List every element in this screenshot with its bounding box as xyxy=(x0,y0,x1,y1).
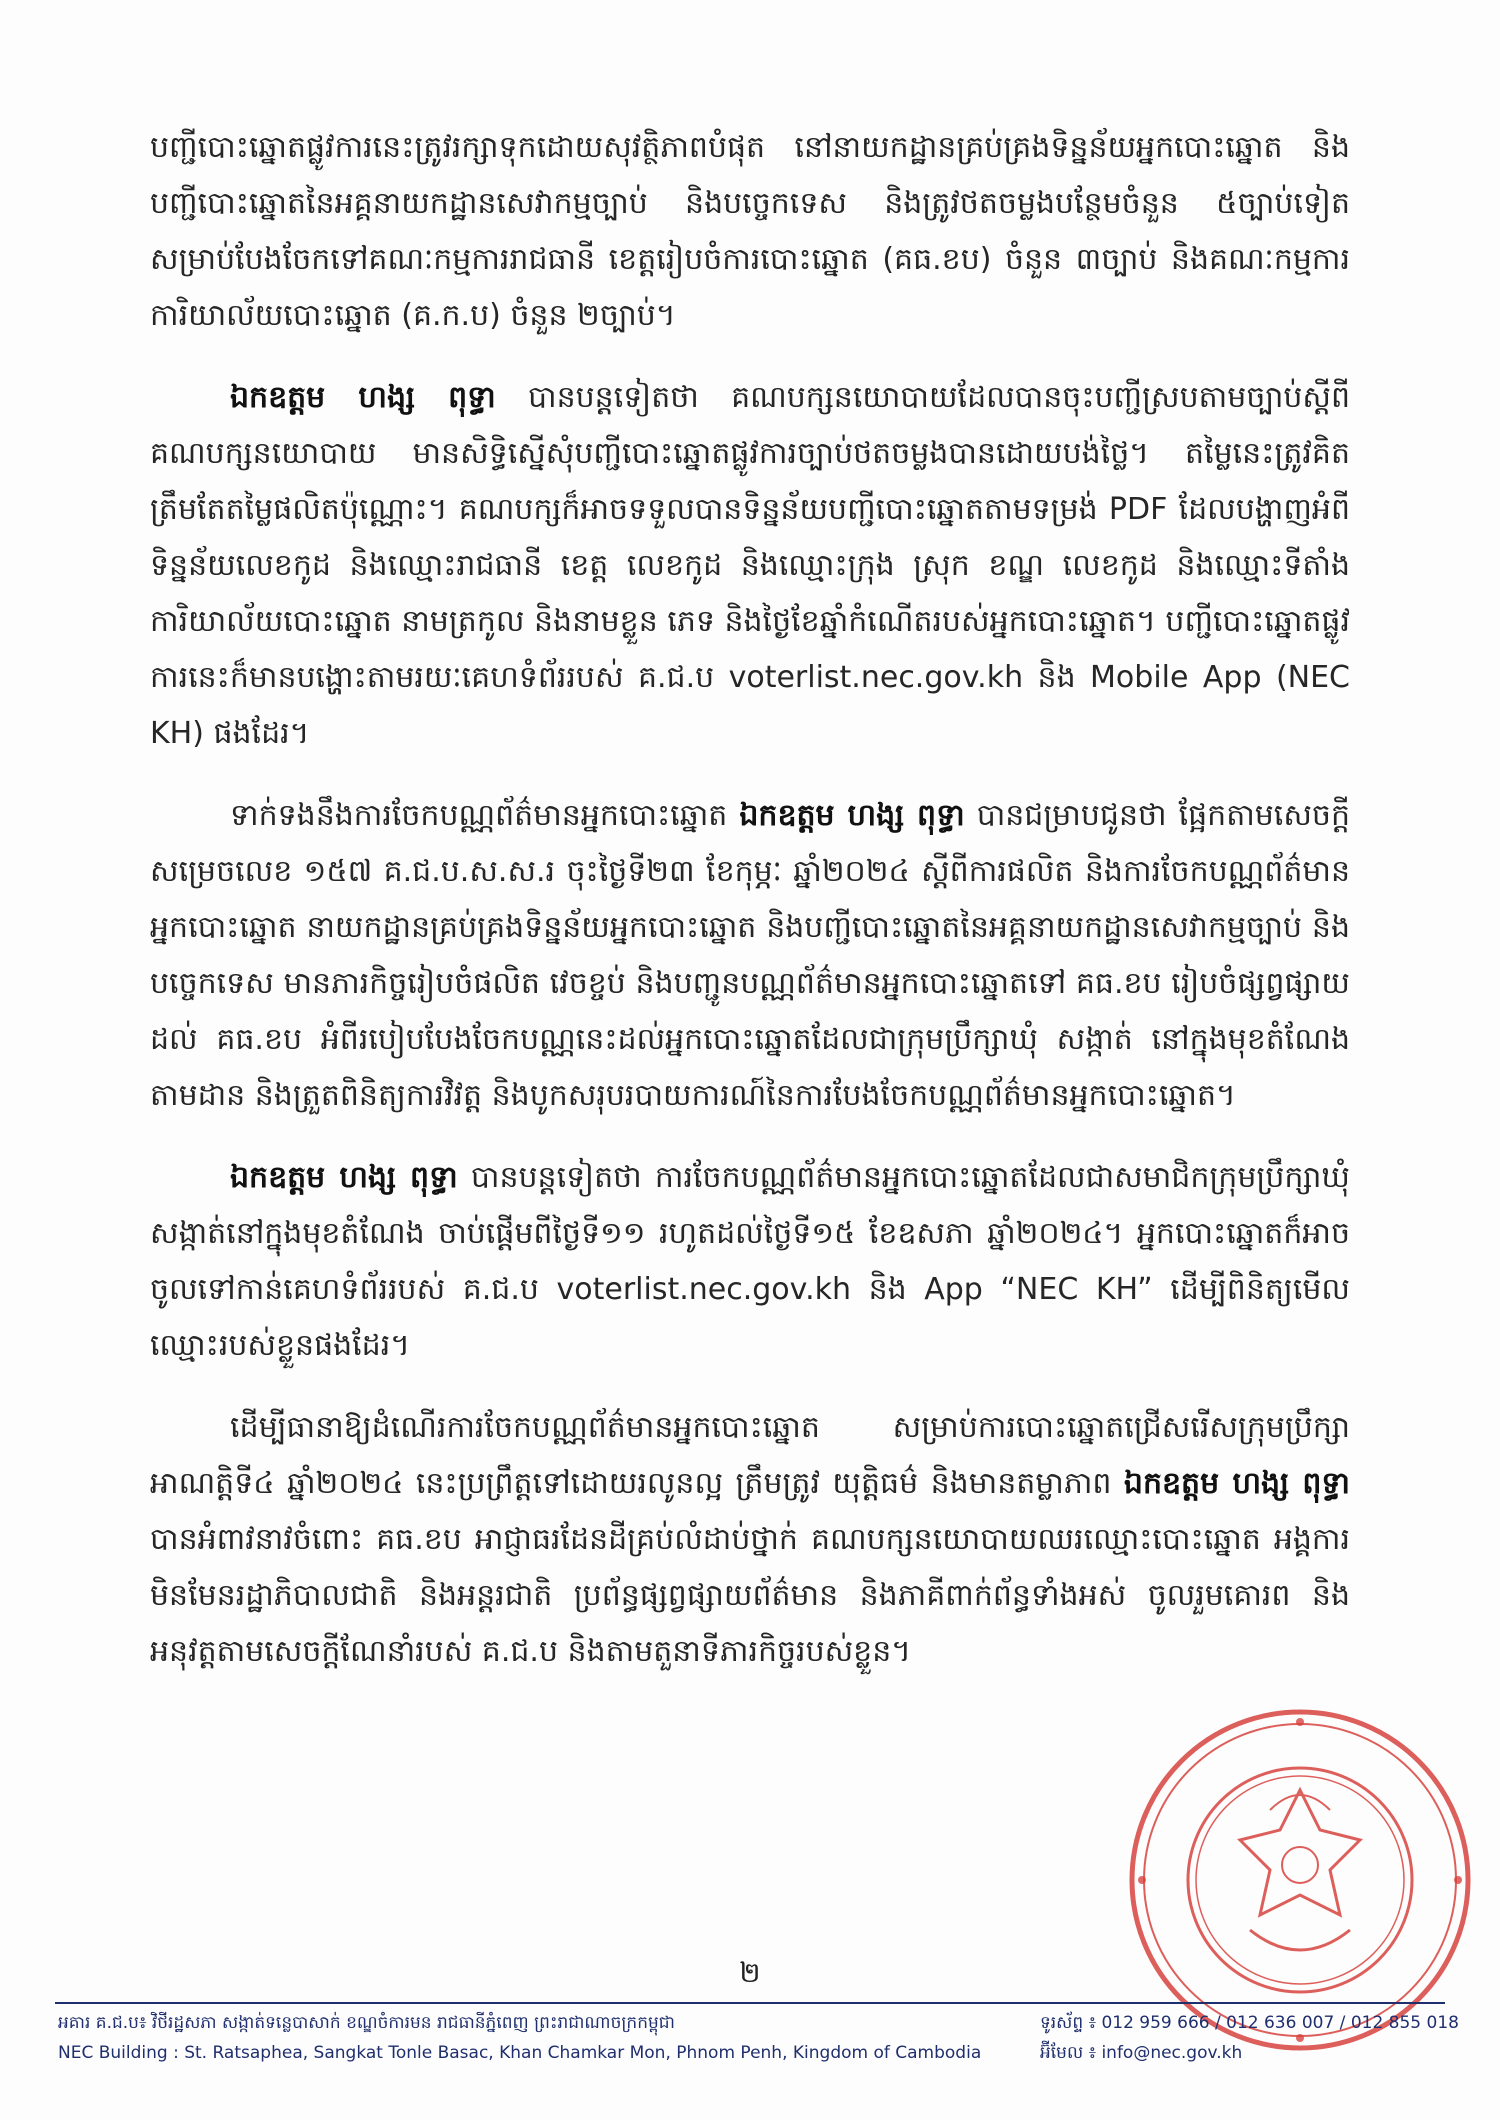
paragraph-5-lead: ឯកឧត្តម ហង្ស ពុទ្ធា xyxy=(1123,1466,1350,1501)
paragraph-5-text: ដើម្បីធានាឱ្យដំណើរការចែកបណ្ណព័ត៌មានអ្នកបោះឆ្នោត សម្រាប់ការបោះឆ្នោតជ្រើសរើសក្រុមប្រឹក្សា អាណត្តិទី៤ ឆ្នាំ២០២៤ នេះប្រព្រឹត្តទៅដោយរលូនល្អ ត្រឹមត្រូវ យុត្តិធម៌ និងមានតម្លាភាព xyxy=(150,1410,1350,1501)
document-body xyxy=(150,120,1350,1706)
footer-address-khmer: អគារ គ.ជ.ប៖ វិថីរដ្ឋសភា សង្កាត់ទន្លេបាសាក់ ខណ្ឌចំការមន រាជធានីភ្នំពេញ ព្រះរាជាណាចក្រកម្ពុជា xyxy=(58,2013,675,2033)
paragraph-3-lead: ឯកឧត្តម ហង្ស ពុទ្ធា xyxy=(739,798,965,833)
paragraph-3-text-before: ទាក់ទងនឹងការចែកបណ្ណព័ត៌មានអ្នកបោះឆ្នោត xyxy=(230,798,740,833)
paragraph-4-lead: ឯកឧត្តម ហង្ស ពុទ្ធា xyxy=(230,1160,458,1195)
paragraph-2 xyxy=(150,370,1350,762)
paragraph-3-text: បានជម្រាបជូនថា ផ្អែកតាមសេចក្តីសម្រេចលេខ ១៥៧ គ.ជ.ប.ស.ស.រ ចុះថ្ងៃទី២៣ ខែកុម្ភៈ ឆ្នាំ២០២៤ ស្តីពីការផលិត និងការចែកបណ្ណព័ត៌មានអ្នកបោះឆ្នោត នាយកដ្ឋានគ្រប់គ្រងទិន្នន័យអ្នកបោះឆ្នោត និងបញ្ជីបោះឆ្នោតនៃអគ្គនាយកដ្ឋានសេវាកម្មច្បាប់ និងបច្ចេកទេស មានភារកិច្ចរៀបចំផលិត វេចខ្ចប់ និងបញ្ជូនបណ្ណព័ត៌មានអ្នកបោះឆ្នោតទៅ គធ.ខប រៀបចំផ្សព្វផ្សាយដល់ គធ.ខប អំពីរបៀបបែងចែកបណ្ណនេះដល់អ្នកបោះឆ្នោតដែលជាក្រុមប្រឹក្សាឃុំ សង្កាត់ នៅក្នុងមុខតំណែង តាមដាន និងត្រួតពិនិត្យការវិវត្ត និងបូកសរុបរបាយការណ៍នៃការបែងចែកបណ្ណព័ត៌មានអ្នកបោះឆ្នោត។ xyxy=(150,798,1350,1113)
footer-divider xyxy=(55,2002,1445,2004)
paragraph-2-text: បានបន្តទៀតថា គណបក្សនយោបាយដែលបានចុះបញ្ជីស្របតាមច្បាប់ស្តីពីគណបក្សនយោបាយ មានសិទ្ធិស្នើសុំបញ្ជីបោះឆ្នោតផ្លូវការច្បាប់ថតចម្លងបានដោយបង់ថ្លៃ។ តម្លៃនេះត្រូវគិតត្រឹមតែតម្លៃផលិតប៉ុណ្ណោះ។ គណបក្សក៏អាចទទួលបានទិន្នន័យបញ្ជីបោះឆ្នោតតាមទម្រង់ PDF ដែលបង្ហាញអំពីទិន្នន័យលេខកូដ និងឈ្មោះរាជធានី ខេត្ត លេខកូដ និងឈ្មោះក្រុង ស្រុក ខណ្ឌ លេខកូដ និងឈ្មោះទីតាំងការិយាល័យបោះឆ្នោត នាមត្រកូល និងនាមខ្លួន ភេទ និងថ្ងៃខែឆ្នាំកំណើតរបស់អ្នកបោះឆ្នោត។ បញ្ជីបោះឆ្នោតផ្លូវការនេះក៏មានបង្ហោះតាមរយៈគេហទំព័ររបស់ គ.ជ.ប voterlist.nec.gov.kh និង Mobile App (NEC KH) ផងដែរ។ xyxy=(150,380,1350,751)
footer-phone: ទូរស័ព្ទ ៖ 012 959 666 / 012 636 007 / 012 855 018 xyxy=(1040,2013,1459,2033)
paragraph-5 xyxy=(150,1400,1350,1680)
paragraph-2-lead: ឯកឧត្តម ហង្ស ពុទ្ធា xyxy=(230,380,496,415)
footer-address xyxy=(58,2008,1008,2068)
official-seal xyxy=(1120,1700,1480,2060)
paragraph-3 xyxy=(150,788,1350,1124)
footer-email: អ៊ីមែល ៖ info@nec.gov.kh xyxy=(1040,2043,1243,2063)
footer-address-english: NEC Building : St. Ratsaphea, Sangkat Tonle Basac, Khan Chamkar Mon, Phnom Penh, Kingdom of Cambodia xyxy=(58,2043,982,2063)
paragraph-4 xyxy=(150,1150,1350,1374)
paragraph-1-text: បញ្ជីបោះឆ្នោតផ្លូវការនេះត្រូវរក្សាទុកដោយសុវត្ថិភាពបំផុត នៅនាយកដ្ឋានគ្រប់គ្រងទិន្នន័យអ្នកបោះឆ្នោត និងបញ្ជីបោះឆ្នោតនៃអគ្គនាយកដ្ឋានសេវាកម្មច្បាប់ និងបច្ចេកទេស និងត្រូវថតចម្លងបន្ថែមចំនួន ៥ច្បាប់ទៀត សម្រាប់បែងចែកទៅគណៈកម្មការរាជធានី ខេត្តរៀបចំការបោះឆ្នោត (គធ.ខប) ចំនួន ៣ច្បាប់ និងគណៈកម្មការការិយាល័យបោះឆ្នោត (គ.ក.ប) ចំនួន ២ច្បាប់។ xyxy=(150,130,1350,333)
footer-contact xyxy=(1040,2008,1460,2068)
paragraph-5-text-continued: បានអំពាវនាវចំពោះ គធ.ខប អាជ្ញាធរដែនដីគ្រប់លំដាប់ថ្នាក់ គណបក្សនយោបាយឈរឈ្មោះបោះឆ្នោត អង្គការមិនមែនរដ្ឋាភិបាលជាតិ និងអន្តរជាតិ ប្រព័ន្ធផ្សព្វផ្សាយព័ត៌មាន និងភាគីពាក់ព័ន្ធទាំងអស់ ចូលរួមគោរព និងអនុវត្តតាមសេចក្តីណែនាំរបស់ គ.ជ.ប និងតាមតួនាទីភារកិច្ចរបស់ខ្លួន។ xyxy=(150,1522,1350,1669)
paragraph-1 xyxy=(150,120,1350,344)
paragraph-4-text: បានបន្តទៀតថា ការចែកបណ្ណព័ត៌មានអ្នកបោះឆ្នោតដែលជាសមាជិកក្រុមប្រឹក្សាឃុំ សង្កាត់នៅក្នុងមុខតំណែង ចាប់ផ្តើមពីថ្ងៃទី១១ រហូតដល់ថ្ងៃទី១៥ ខែឧសភា ឆ្នាំ២០២៤។ អ្នកបោះឆ្នោតក៏អាចចូលទៅកាន់គេហទំព័ររបស់ គ.ជ.ប voterlist.nec.gov.kh និង App “NEC KH” ដើម្បីពិនិត្យមើលឈ្មោះរបស់ខ្លួនផងដែរ។ xyxy=(150,1160,1350,1363)
page-number: ២ xyxy=(739,1956,761,1989)
